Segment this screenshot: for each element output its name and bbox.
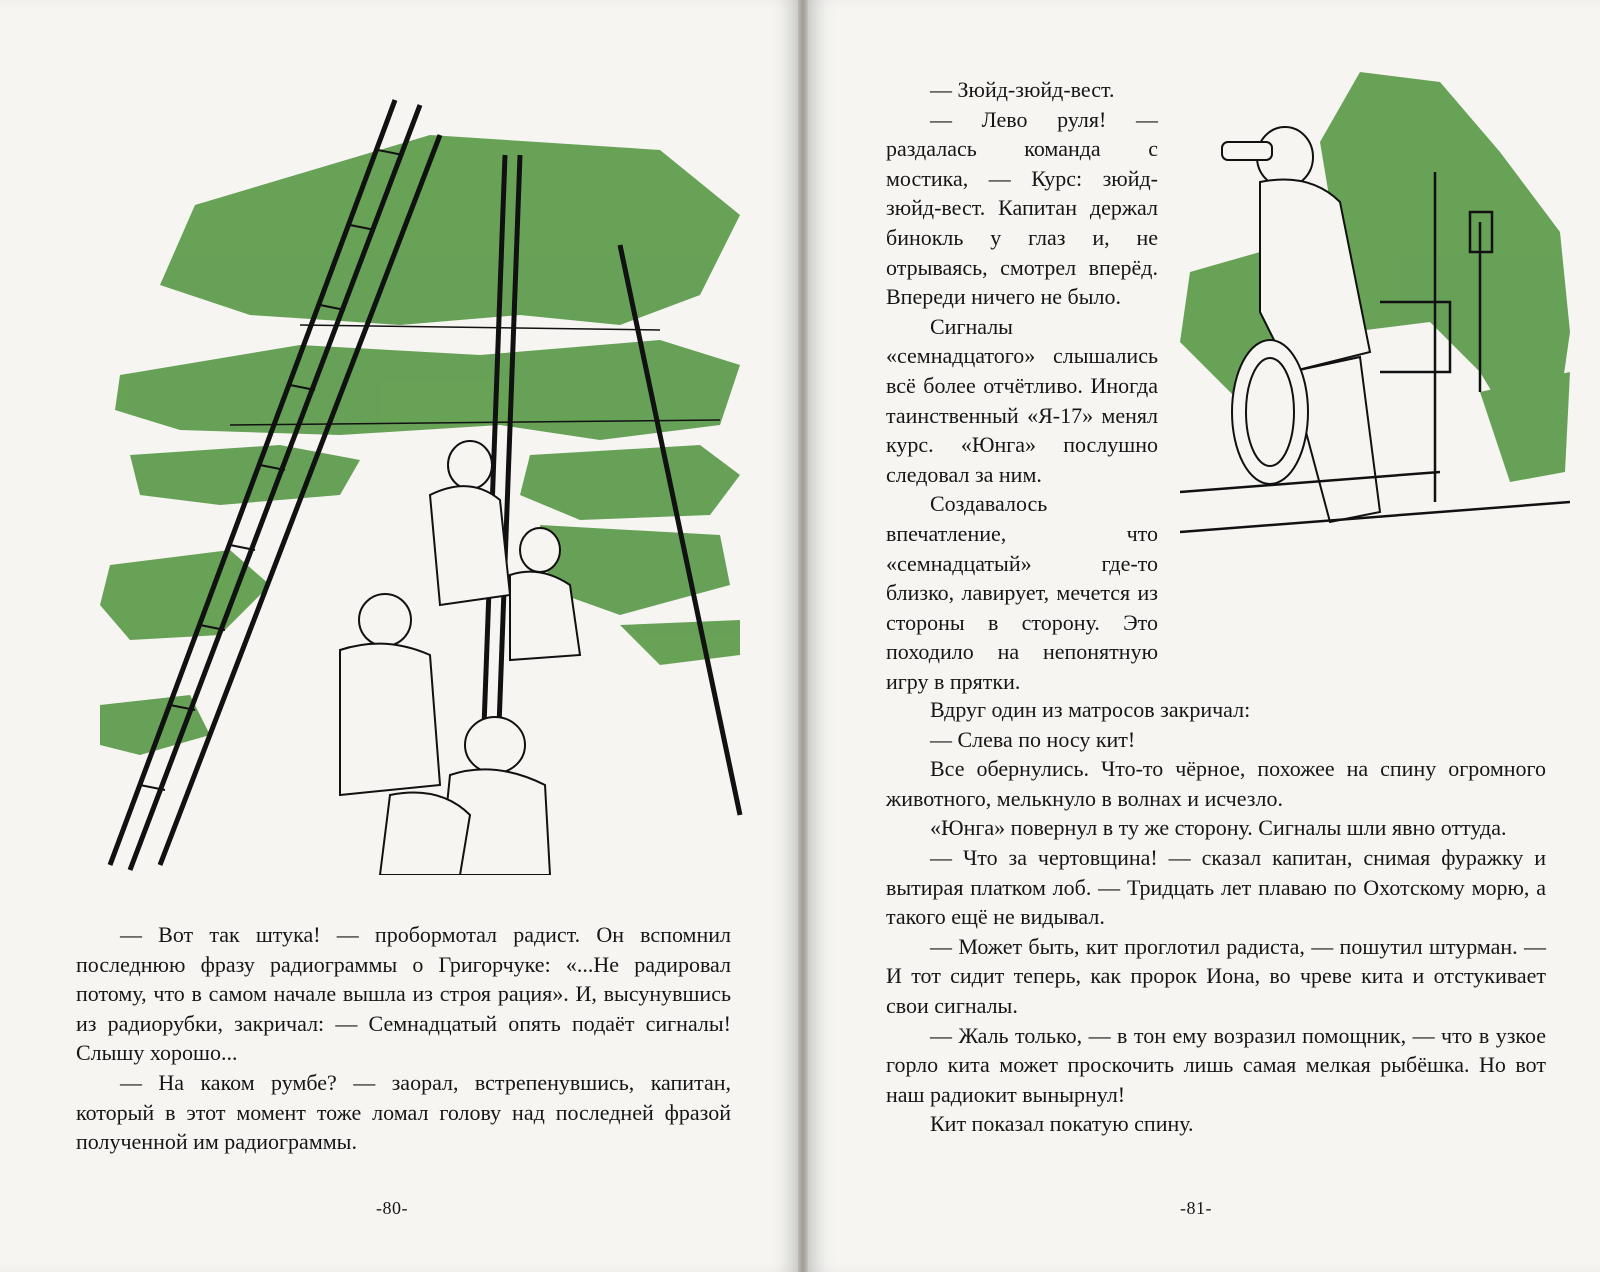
page-number: -81-	[1180, 1198, 1212, 1218]
right-page-full-text	[886, 695, 1546, 1139]
captain-binoculars-illustration	[1180, 72, 1570, 547]
paragraph: «Юнга» повернул в ту же сторону. Сигналы шли явно оттуда.	[930, 815, 1507, 841]
paragraph: — На каком румбе? — заорал, встрепенувшись, капитан, который в этот момент тоже ломал голову над последней фразой полученной им радиограммы.	[76, 1069, 731, 1155]
left-page-text	[76, 920, 731, 1157]
paragraph: — Зюйд-зюйд-вест.	[930, 77, 1115, 102]
paragraph: Сигналы «семнадцатого» слышались всё более отчётливо. Иногда таинственный «Я-17» менял курс. «Юнга» послушно следовал за ним.	[886, 313, 1158, 487]
paragraph: — Вот так штука! — пробормотал радист. Он вспомнил последнюю фразу радиограммы о Григорчуке: «...Не радировал потому, что в самом начале вышла из строя рация». И, высунувшись из радиорубки, закричал: — Семнадцатый опять подаёт сигналы! Слышу хорошо...	[76, 922, 731, 1066]
captain-illustration-svg	[1180, 72, 1570, 547]
paragraph: Кит показал покатую спину.	[930, 1111, 1194, 1137]
left-page	[0, 0, 798, 1272]
paragraph: — Лево руля! — раздалась команда с мостика, — Курс: зюйд-зюйд-вест. Капитан держал бинокль у глаз и, не отрываясь, смотрел вперёд. Впереди ничего не было.	[886, 106, 1158, 310]
paragraph: Вдруг один из матросов закричал:	[930, 697, 1251, 722]
ship-mast-illustration-svg	[100, 95, 750, 875]
paragraph: Все обернулись. Что-то чёрное, похожее на спину огромного животного, мелькнуло в волнах и исчезло.	[886, 756, 1546, 811]
book-gutter	[798, 0, 808, 1272]
ship-mast-sailors-illustration	[100, 95, 750, 875]
paragraph: — Слева по носу кит!	[930, 726, 1136, 752]
right-page	[808, 0, 1600, 1272]
paragraph: — Жаль только, — в тон ему возразил помощник, — что в узкое горло кита может проскочить лишь самая мелкая рыбёшка. Но вот наш радиокит вынырнул!	[886, 1022, 1546, 1107]
paragraph: — Что за чертовщина! — сказал капитан, снимая фуражку и вытирая платком лоб. — Тридцать лет плаваю по Охотскому морю, а такого ещё не видывал.	[886, 844, 1546, 930]
right-page-narrow-text	[886, 75, 1158, 696]
page-number: -80-	[376, 1198, 408, 1218]
paragraph: — Может быть, кит проглотил радиста, — пошутил штурман. — И тот сидит теперь, как пророк Иона, во чреве кита и отстукивает свои сигналы.	[886, 933, 1546, 1018]
paragraph: Создавалось впечатление, что «семнадцатый» где-то близко, лавирует, мечется из стороны в сторону. Это походило на непонятную игру в прятки.	[886, 491, 1158, 694]
